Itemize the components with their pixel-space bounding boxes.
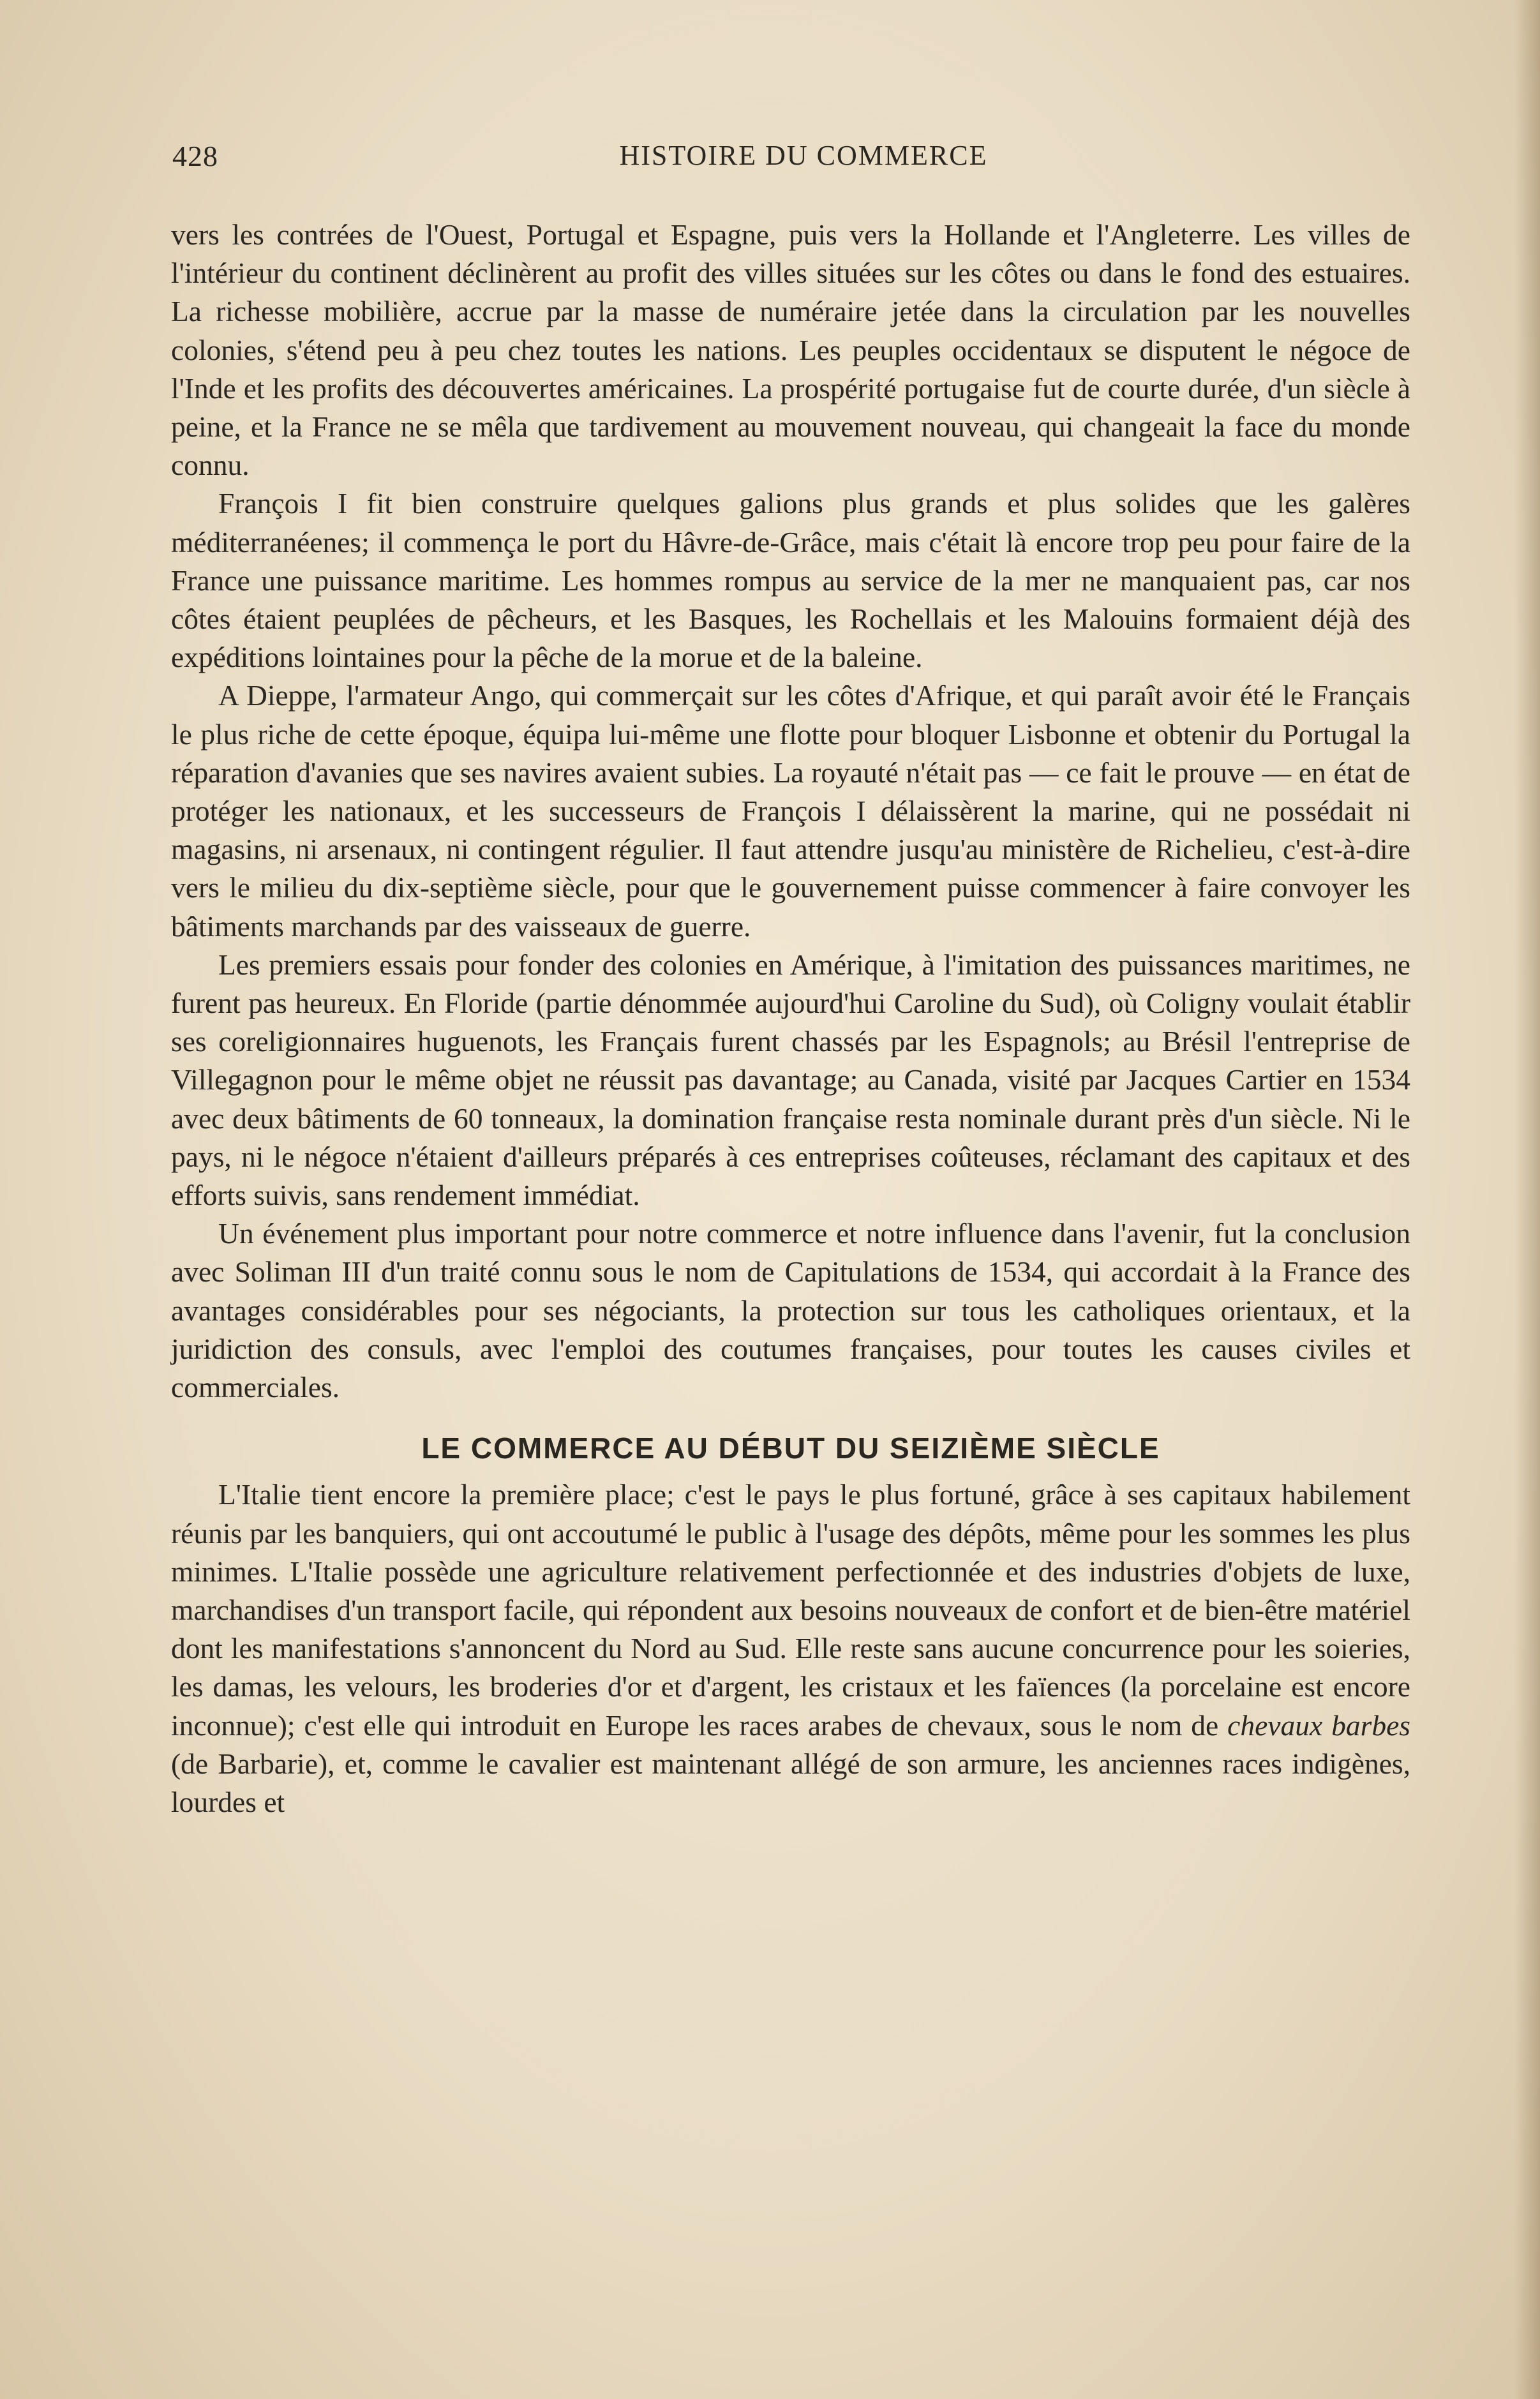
- page-header: [172, 139, 1409, 184]
- paragraph: François I fit bien construire quelques galions plus grands et plus solides que les galères méditerranéenes; il commença le port du Hâvre-de-Grâce, mais c'était là encore trop peu pour faire de la France une puissance maritime. Les hommes rompus au service de la mer ne manquaient pas, car nos côtes étaient peuplées de pêcheurs, et les Basques, les Rochellais et les Malouins formaient déjà des expéditions lointaines pour la pêche de la morue et de la baleine.: [171, 487, 1410, 674]
- section-text-part: (de Barbarie), et, comme le cavalier est maintenant allégé de son armure, les anciennes races indigènes, lourdes et: [171, 1747, 1410, 1818]
- paragraph: Les premiers essais pour fonder des colonies en Amérique, à l'imitation des puissances maritimes, ne furent pas heureux. En Floride (partie dénommée aujourd'hui Caroline du Sud), où Coligny voulait établir ses coreligionnaires huguenots, les Français furent chassés par les Espagnols; au Brésil l'entreprise de Villegagnon pour le même objet ne réussit pas davantage; au Canada, visité par Jacques Cartier en 1534 avec deux bâtiments de 60 tonneaux, la domination française resta nominale durant près d'un siècle. Ni le pays, ni le négoce n'étaient d'ailleurs préparés à ces entreprises coûteuses, réclamant des capitaux et des efforts suivis, sans rendement immédiat.: [171, 948, 1410, 1212]
- section-text-part: L'Italie tient encore la première place; c'est le pays le plus fortuné, grâce à ses capitaux habilement réunis par les banquiers, qui ont accoutumé le public à l'usage des dépôts, même pour les sommes les plus minimes. L'Italie possède une agriculture relativement perfectionnée et des industries d'objets de luxe, marchandises d'un transport facile, qui répondent aux besoins nouveaux de confort et de bien-être matériel dont les manifestations s'annoncent du Nord au Sud. Elle reste sans aucune concurrence pour les soieries, les damas, les velours, les broderies d'or et d'argent, les cristaux et les faïences (la porcelaine est encore inconnue); c'est elle qui introduit en Europe les races arabes de chevaux, sous le nom de: [171, 1478, 1410, 1742]
- page-edge-shadow: [1514, 0, 1540, 2399]
- paragraph: Un événement plus important pour notre commerce et notre influence dans l'avenir, fut la conclusion avec Soliman III d'un traité connu sous le nom de Capitulations de 1534, qui accordait à la France des avantages considérables pour ses négociants, la protection sur tous les catholiques orientaux, et la juridiction des consuls, avec l'emploi des coutumes françaises, pour toutes les causes civiles et commerciales.: [171, 1217, 1410, 1404]
- page-number: 428: [172, 140, 218, 172]
- section-paragraph: [171, 1476, 1410, 1821]
- paragraph: A Dieppe, l'armateur Ango, qui commerçait sur les côtes d'Afrique, et qui paraît avoir été le Français le plus riche de cette époque, équipa lui-même une flotte pour bloquer Lisbonne et obtenir du Portugal la réparation d'avanies que ses navires avaient subies. La royauté n'était pas — ce fait le prouve — en état de protéger les nationaux, et les successeurs de François I délaissèrent la marine, qui ne possédait ni magasins, ni arsenaux, ni contingent régulier. Il faut attendre jusqu'au ministère de Richelieu, c'est-à-dire vers le milieu du dix-septième siècle, pour que le gouvernement puisse commencer à faire convoyer les bâtiments marchands par des vaisseaux de guerre.: [171, 679, 1410, 943]
- body-text: [171, 216, 1410, 1821]
- running-title: HISTOIRE DU COMMERCE: [619, 140, 988, 171]
- section-heading: LE COMMERCE AU DÉBUT DU SEIZIÈME SIÈCLE: [421, 1431, 1160, 1465]
- italic-term: chevaux barbes: [1227, 1708, 1410, 1742]
- paragraph: vers les contrées de l'Ouest, Portugal et Espagne, puis vers la Hollande et l'Angleterre. Les villes de l'intérieur du continent déclinèrent au profit des villes situées sur les côtes ou dans le fond des estuaires. La richesse mobilière, accrue par la masse de numéraire jetée dans la circulation par les nouvelles colonies, s'étend peu à peu chez toutes les nations. Les peuples occidentaux se disputent le négoce de l'Inde et les profits des découvertes américaines. La prospérité portugaise fut de courte durée, d'un siècle à peine, et la France ne se mêla que tardivement au mouvement nouveau, qui changeait la face du monde connu.: [171, 218, 1410, 482]
